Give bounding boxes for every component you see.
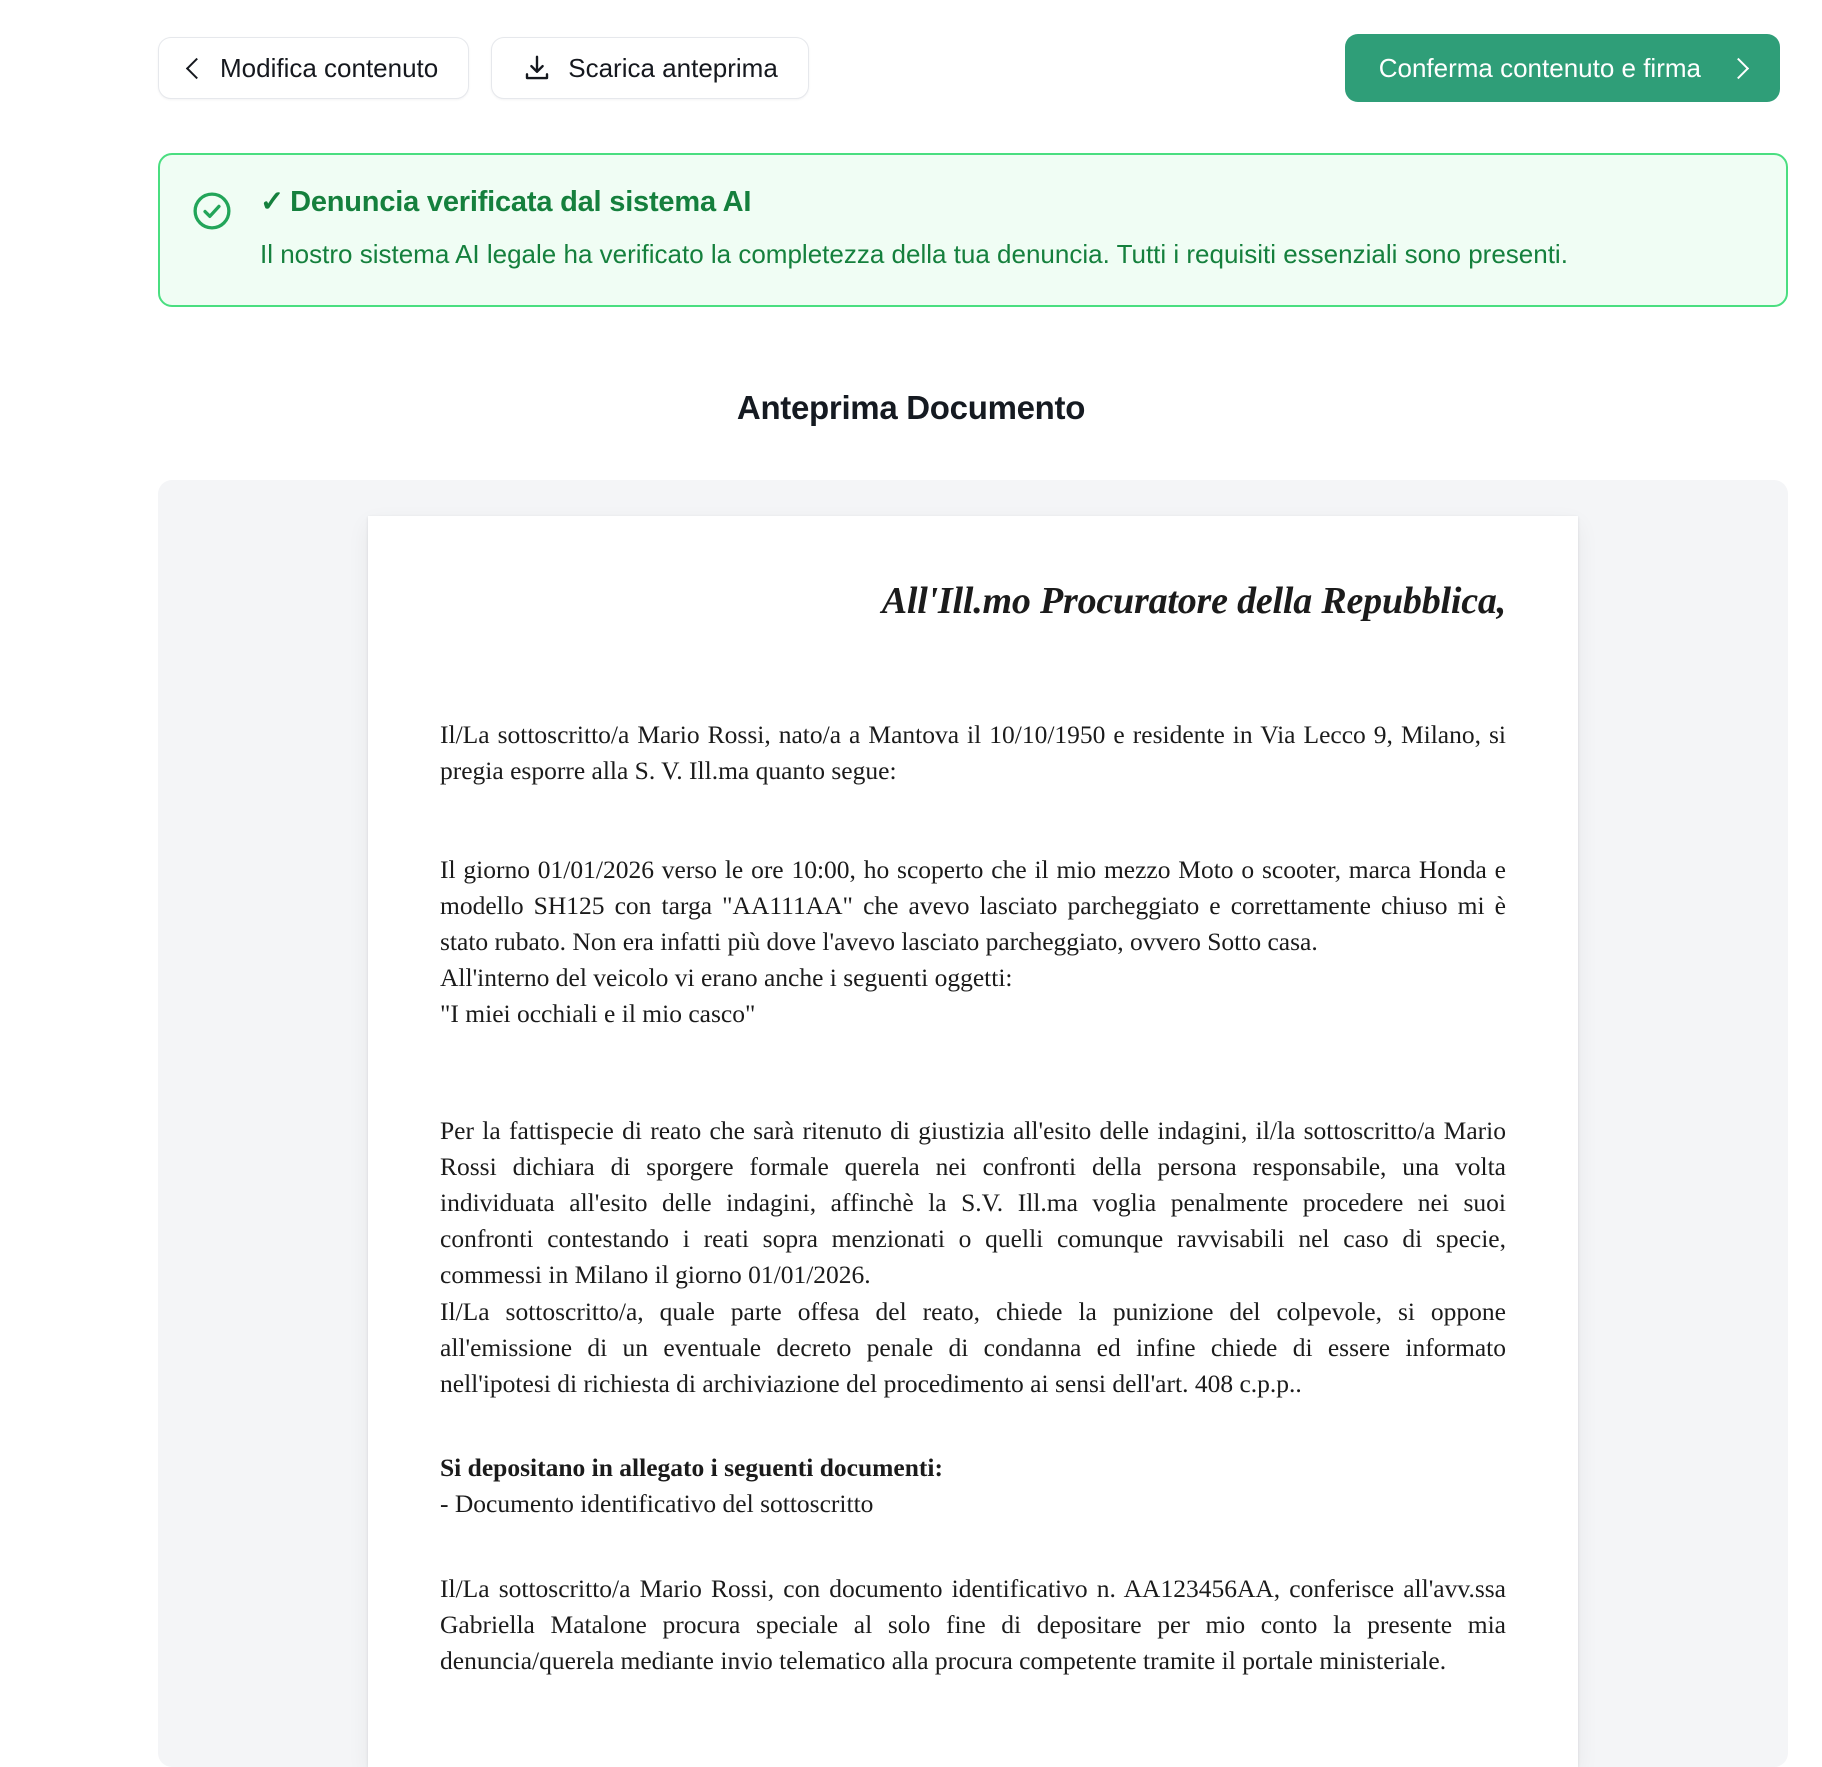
preview-section-title: Anteprima Documento xyxy=(736,388,1086,426)
chevron-right-icon xyxy=(1728,57,1749,78)
alert-description: Il nostro sistema AI legale ha verificato la completezza della tua denuncia. Tutti i requisiti essenziali sono presenti. xyxy=(260,238,1568,269)
alert-tick-glyph: ✓ xyxy=(260,186,285,218)
check-circle-icon xyxy=(190,185,234,238)
spacer xyxy=(440,1551,1506,1571)
document-heading: All'Ill.mo Procuratore della Repubblica, xyxy=(881,579,1506,622)
document-paragraph-1: Il/La sottoscritto/a Mario Rossi, nato/a a Mantova il 10/10/1950 e residente in Via Lecco 9, Milano, si pregia esporre alla S. V. Ill.ma quanto segue: xyxy=(440,720,1506,786)
edit-content-label: Modifica contenuto xyxy=(220,53,439,83)
document-paragraph-6: Il/La sottoscritto/a, quale parte offesa del reato, chiede la punizione del colpevole, si oppone all'emissione di un eventuale decreto penale di condanna ed infine chiede di essere informato nell'ipotesi di richiesta di archiviazione del procedimento ai sensi dell'art. 408 c.p.p.. xyxy=(440,1296,1506,1399)
alert-title-text: Denuncia verificata dal sistema AI xyxy=(290,186,752,218)
document-sheet xyxy=(368,516,1578,1767)
document-paragraph-5: Per la fattispecie di reato che sarà ritenuto di giustizia all'esito delle indagini, il/la sottoscritto/a Mario Rossi dichiara di sporgere formale querela nei confronti della persona responsabile, una volta individuata all'esito delle indagini, affinchè la S.V. Ill.ma voglia penalmente procedere nei suoi confronti contestando i reati sopra menzionati o quelli comunque ravvisabili nel caso di specie, commessi in Milano il giorno 01/01/2026. xyxy=(440,1115,1506,1290)
document-paragraph-7: Il/La sottoscritto/a Mario Rossi, con documento identificativo n. AA123456AA, conferisce all'avv.ssa Gabriella Matalone procura speciale al solo fine di depositare per mio conto la presente mia denuncia/querela mediante invio telematico alla procura competente tramite il portale ministeriale. xyxy=(440,1573,1506,1676)
alert-title xyxy=(260,185,1756,220)
edit-content-button[interactable] xyxy=(158,37,469,99)
spacer xyxy=(440,1430,1506,1450)
document-paragraph-3: All'interno del veicolo vi erano anche i seguenti oggetti: xyxy=(440,963,1013,993)
verification-success-alert xyxy=(158,153,1788,307)
confirm-and-sign-label: Conferma contenuto e firma xyxy=(1378,53,1701,83)
document-paragraph-2: Il giorno 01/01/2026 verso le ore 10:00, ho scoperto che il mio mezzo Moto o scooter, marca Honda e modello SH125 con targa "AA111AA" che avevo lasciato parcheggiato e correttamente chiuso mi è stato rubato. Non era infatti più dove l'avevo lasciato parcheggiato, ovvero Sotto casa. xyxy=(440,854,1506,957)
confirm-and-sign-button[interactable] xyxy=(1345,34,1780,102)
attachment-item-1: - Documento identificativo del sottoscritto xyxy=(440,1489,874,1519)
spacer xyxy=(440,818,1506,852)
spacer xyxy=(440,1061,1506,1113)
top-toolbar xyxy=(0,0,1822,102)
attachments-heading: Si depositano in allegato i seguenti documenti: xyxy=(440,1453,943,1483)
download-preview-button[interactable] xyxy=(491,37,809,99)
download-icon xyxy=(522,53,552,83)
alert-body xyxy=(260,185,1756,273)
chevron-left-icon xyxy=(186,57,207,78)
download-preview-label: Scarica anteprima xyxy=(568,53,778,83)
document-paragraph-4: "I miei occhiali e il mio casco" xyxy=(440,999,756,1029)
